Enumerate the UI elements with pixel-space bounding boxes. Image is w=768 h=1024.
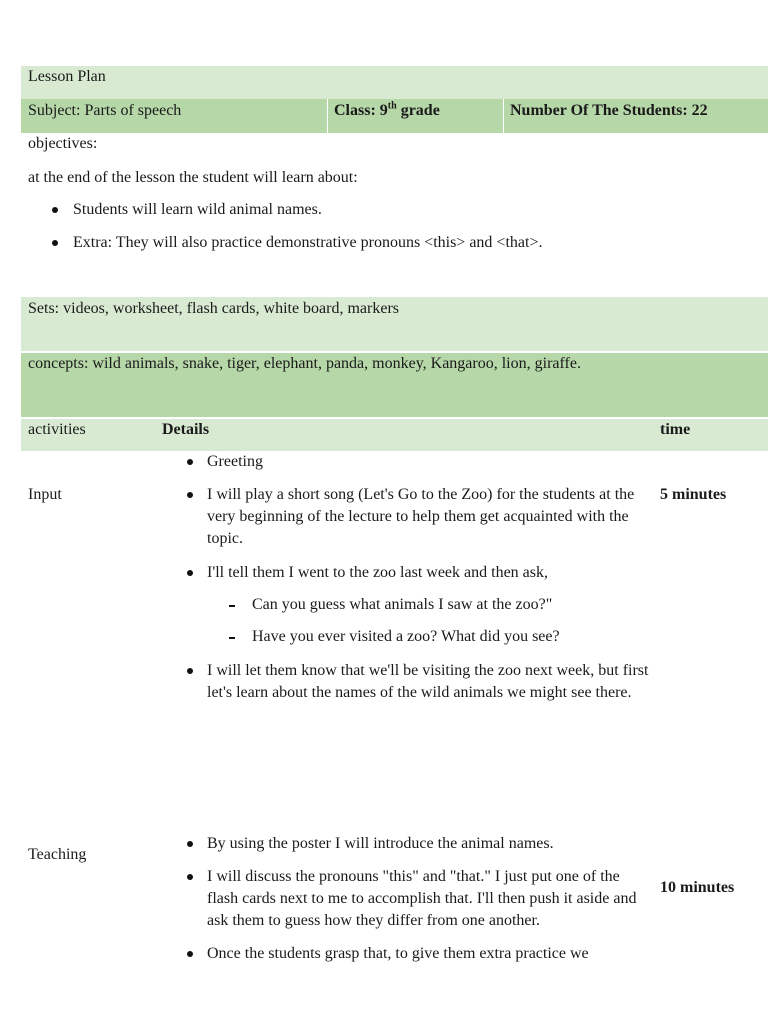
input-label: Input [28,486,62,503]
input-bullet-4: I will let them know that we'll be visiting the zoo next week, but first let's learn about the names of the wild animals we might see there. [207,662,649,701]
subject-label: Subject: Parts of speech [28,102,182,119]
objective-item-2: Extra: They will also practice demonstrative pronouns <this> and <that>. [73,234,543,251]
info-divider-1 [327,99,328,133]
class-label [334,101,440,121]
concepts-text: concepts: wild animals, snake, tiger, elephant, panda, monkey, Kangaroo, lion, giraffe. [28,355,581,372]
objective-item-1: Students will learn wild animal names. [73,201,322,218]
bullet-icon [52,207,58,213]
lesson-plan-title: Lesson Plan [28,68,106,85]
title-band [21,66,768,99]
teaching-bullet-3: Once the students grasp that, to give them extra practice we [207,945,589,962]
students-count: Number Of The Students: 22 [510,102,708,119]
header-activities: activities [28,421,86,438]
class-label-sup: th [387,100,397,112]
table-header-band [21,419,768,451]
bullet-icon [187,841,193,847]
header-time: time [660,421,691,438]
input-time: 5 minutes [660,486,727,503]
input-bullet-2: I will play a short song (Let's Go to the Zoo) for the students at the very beginning of the lecture to help them get acquainted with the topic. [207,486,635,547]
input-bullet-1: Greeting [207,453,263,470]
header-details: Details [162,421,210,438]
teaching-time: 10 minutes [660,879,735,896]
teaching-bullet-2: I will discuss the pronouns "this" and "that." I just put one of the flash cards next to me to accomplish that. I'll then push it aside and ask them to guess how they differ from one another. [207,868,637,929]
info-divider-2 [503,99,504,133]
input-dash-2: Have you ever visited a zoo? What did you see? [252,628,560,645]
input-bullet-3: I'll tell them I went to the zoo last week and then ask, [207,564,549,581]
bullet-icon [187,459,193,465]
bullet-icon [187,874,193,880]
sets-text: Sets: videos, worksheet, flash cards, white board, markers [28,300,400,317]
bullet-icon [52,240,58,246]
objectives-heading: objectives: [28,135,98,152]
teaching-bullet-1: By using the poster I will introduce the animal names. [207,835,554,852]
class-label-suffix: grade [396,102,440,119]
dash-icon [229,605,235,607]
class-label-text: Class: 9 [334,102,388,119]
input-dash-1: Can you guess what animals I saw at the zoo?" [252,596,553,613]
bullet-icon [187,668,193,674]
objectives-intro: at the end of the lesson the student will learn about: [28,169,358,186]
bullet-icon [187,951,193,957]
teaching-label: Teaching [28,846,87,863]
bullet-icon [187,570,193,576]
dash-icon [229,637,235,639]
bullet-icon [187,492,193,498]
